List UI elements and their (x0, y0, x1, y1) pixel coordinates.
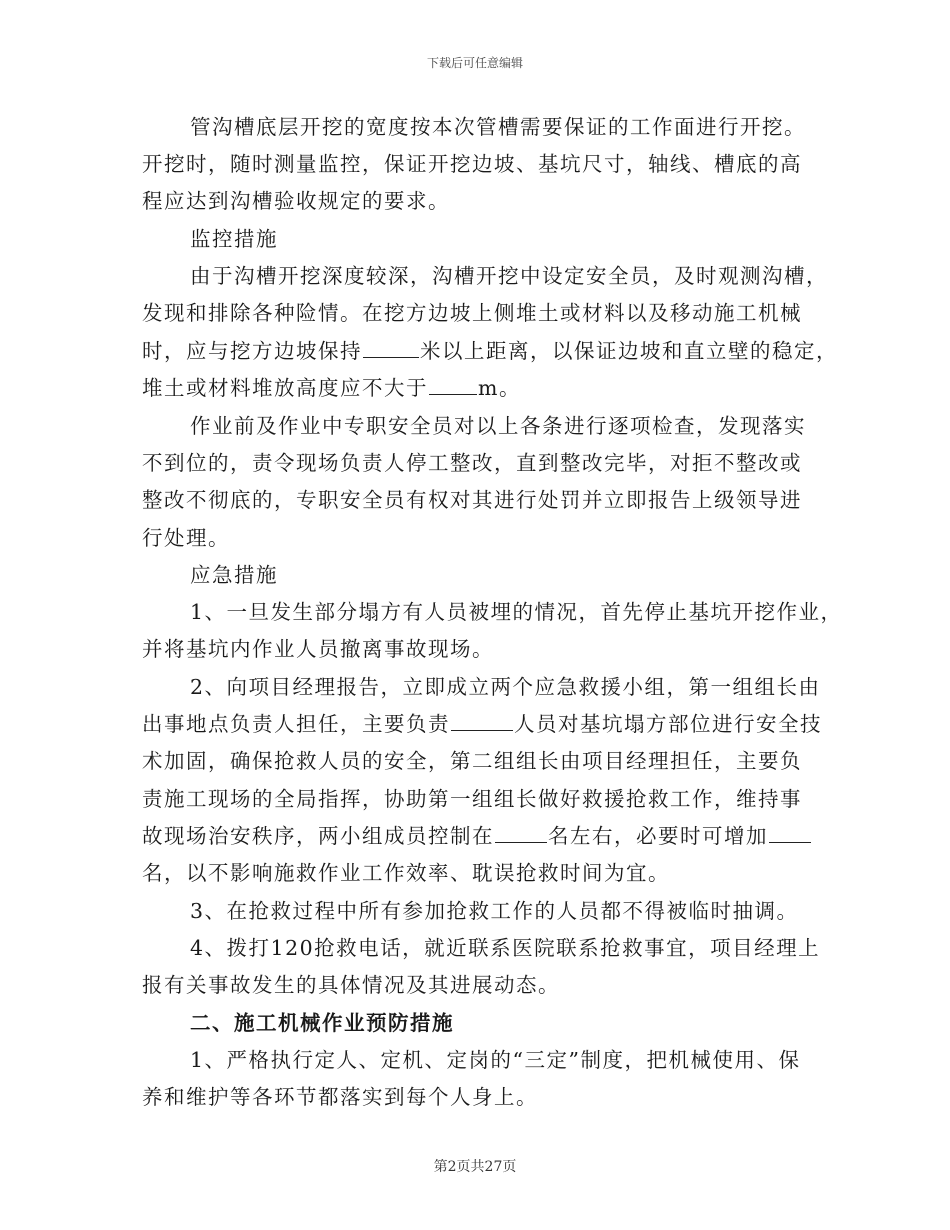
section-heading-machinery: 二、施工机械作业预防措施 (190, 1011, 454, 1035)
paragraph-line (142, 338, 838, 364)
paragraph-line: 名，以不影响施救作业工作效率、耽误抢救时间为宜。 (142, 861, 670, 885)
text-segment: 堆土或材料堆放高度应不大于 (142, 376, 428, 400)
paragraph-line: 开挖时，随时测量监控，保证开挖边坡、基坑尺寸，轴线、槽底的高 (142, 152, 802, 176)
blank-underline (363, 339, 419, 358)
blank-underline (769, 824, 811, 843)
text-segment: m。 (478, 376, 521, 400)
section-heading-emergency: 应急措施 (190, 563, 278, 587)
paragraph-line (142, 375, 521, 401)
text-segment: 人员对基坑塌方部位进行安全技 (514, 712, 822, 736)
blank-underline (429, 376, 477, 395)
paragraph-line: 2、向项目经理报告，立即成立两个应急救援小组，第一组组长由 (190, 675, 821, 699)
paragraph-line: 并将基坑内作业人员撤离事故现场。 (142, 637, 494, 661)
paragraph-line: 不到位的，责令现场负责人停工整改，直到整改完毕，对拒不整改或 (142, 451, 802, 475)
paragraph-line: 3、在抢救过程中所有参加抢救工作的人员都不得被临时抽调。 (190, 899, 799, 923)
paragraph-line: 行处理。 (142, 526, 230, 550)
paragraph-line: 4、拨打120抢救电话，就近联系医院联系抢救事宜，项目经理上 (190, 936, 821, 960)
text-segment: 故现场治安秩序，两小组成员控制在 (142, 824, 494, 848)
text-segment: 米以上距离，以保证边坡和直立壁的稳定， (420, 339, 838, 363)
text-segment: 名左右，必要时可增加 (548, 824, 768, 848)
paragraph-line (142, 823, 812, 849)
paragraph-line: 报有关事故发生的具体情况及其进展动态。 (142, 973, 560, 997)
text-segment: 出事地点负责人担任，主要负责 (142, 712, 450, 736)
paragraph-line: 整改不彻底的，专职安全员有权对其进行处罚并立即报告上级领导进 (142, 488, 802, 512)
paragraph-line: 1、一旦发生部分塌方有人员被埋的情况，首先停止基坑开挖作业， (190, 600, 843, 624)
paragraph-line: 作业前及作业中专职安全员对以上各条进行逐项检查，发现落实 (190, 414, 806, 438)
paragraph-line: 责施工现场的全局指挥，协助第一组组长做好救援抢救工作，维持事 (142, 787, 802, 811)
paragraph-line: 1、严格执行定人、定机、定岗的“三定”制度，把机械使用、保 (190, 1048, 801, 1072)
paragraph-line: 术加固，确保抢救人员的安全，第二组组长由项目经理担任，主要负 (142, 749, 802, 773)
paragraph-line (142, 711, 822, 737)
paragraph-line: 养和维护等各环节都落实到每个人身上。 (142, 1085, 538, 1109)
page-header: 下载后可任意编辑 (426, 56, 523, 70)
blank-underline (451, 712, 513, 731)
paragraph-line: 程应达到沟槽验收规定的要求。 (142, 189, 450, 213)
paragraph-line: 由于沟槽开挖深度较深，沟槽开挖中设定安全员，及时观测沟槽， (190, 264, 828, 288)
paragraph-line: 发现和排除各种险情。在挖方边坡上侧堆土或材料以及移动施工机械 (142, 301, 802, 325)
blank-underline (495, 824, 547, 843)
text-segment: 时，应与挖方边坡保持 (142, 339, 362, 363)
paragraph-line: 管沟槽底层开挖的宽度按本次管槽需要保证的工作面进行开挖。 (190, 115, 806, 139)
page-number-footer: 第2页共27页 (433, 1159, 517, 1175)
section-heading-monitoring: 监控措施 (190, 227, 278, 251)
